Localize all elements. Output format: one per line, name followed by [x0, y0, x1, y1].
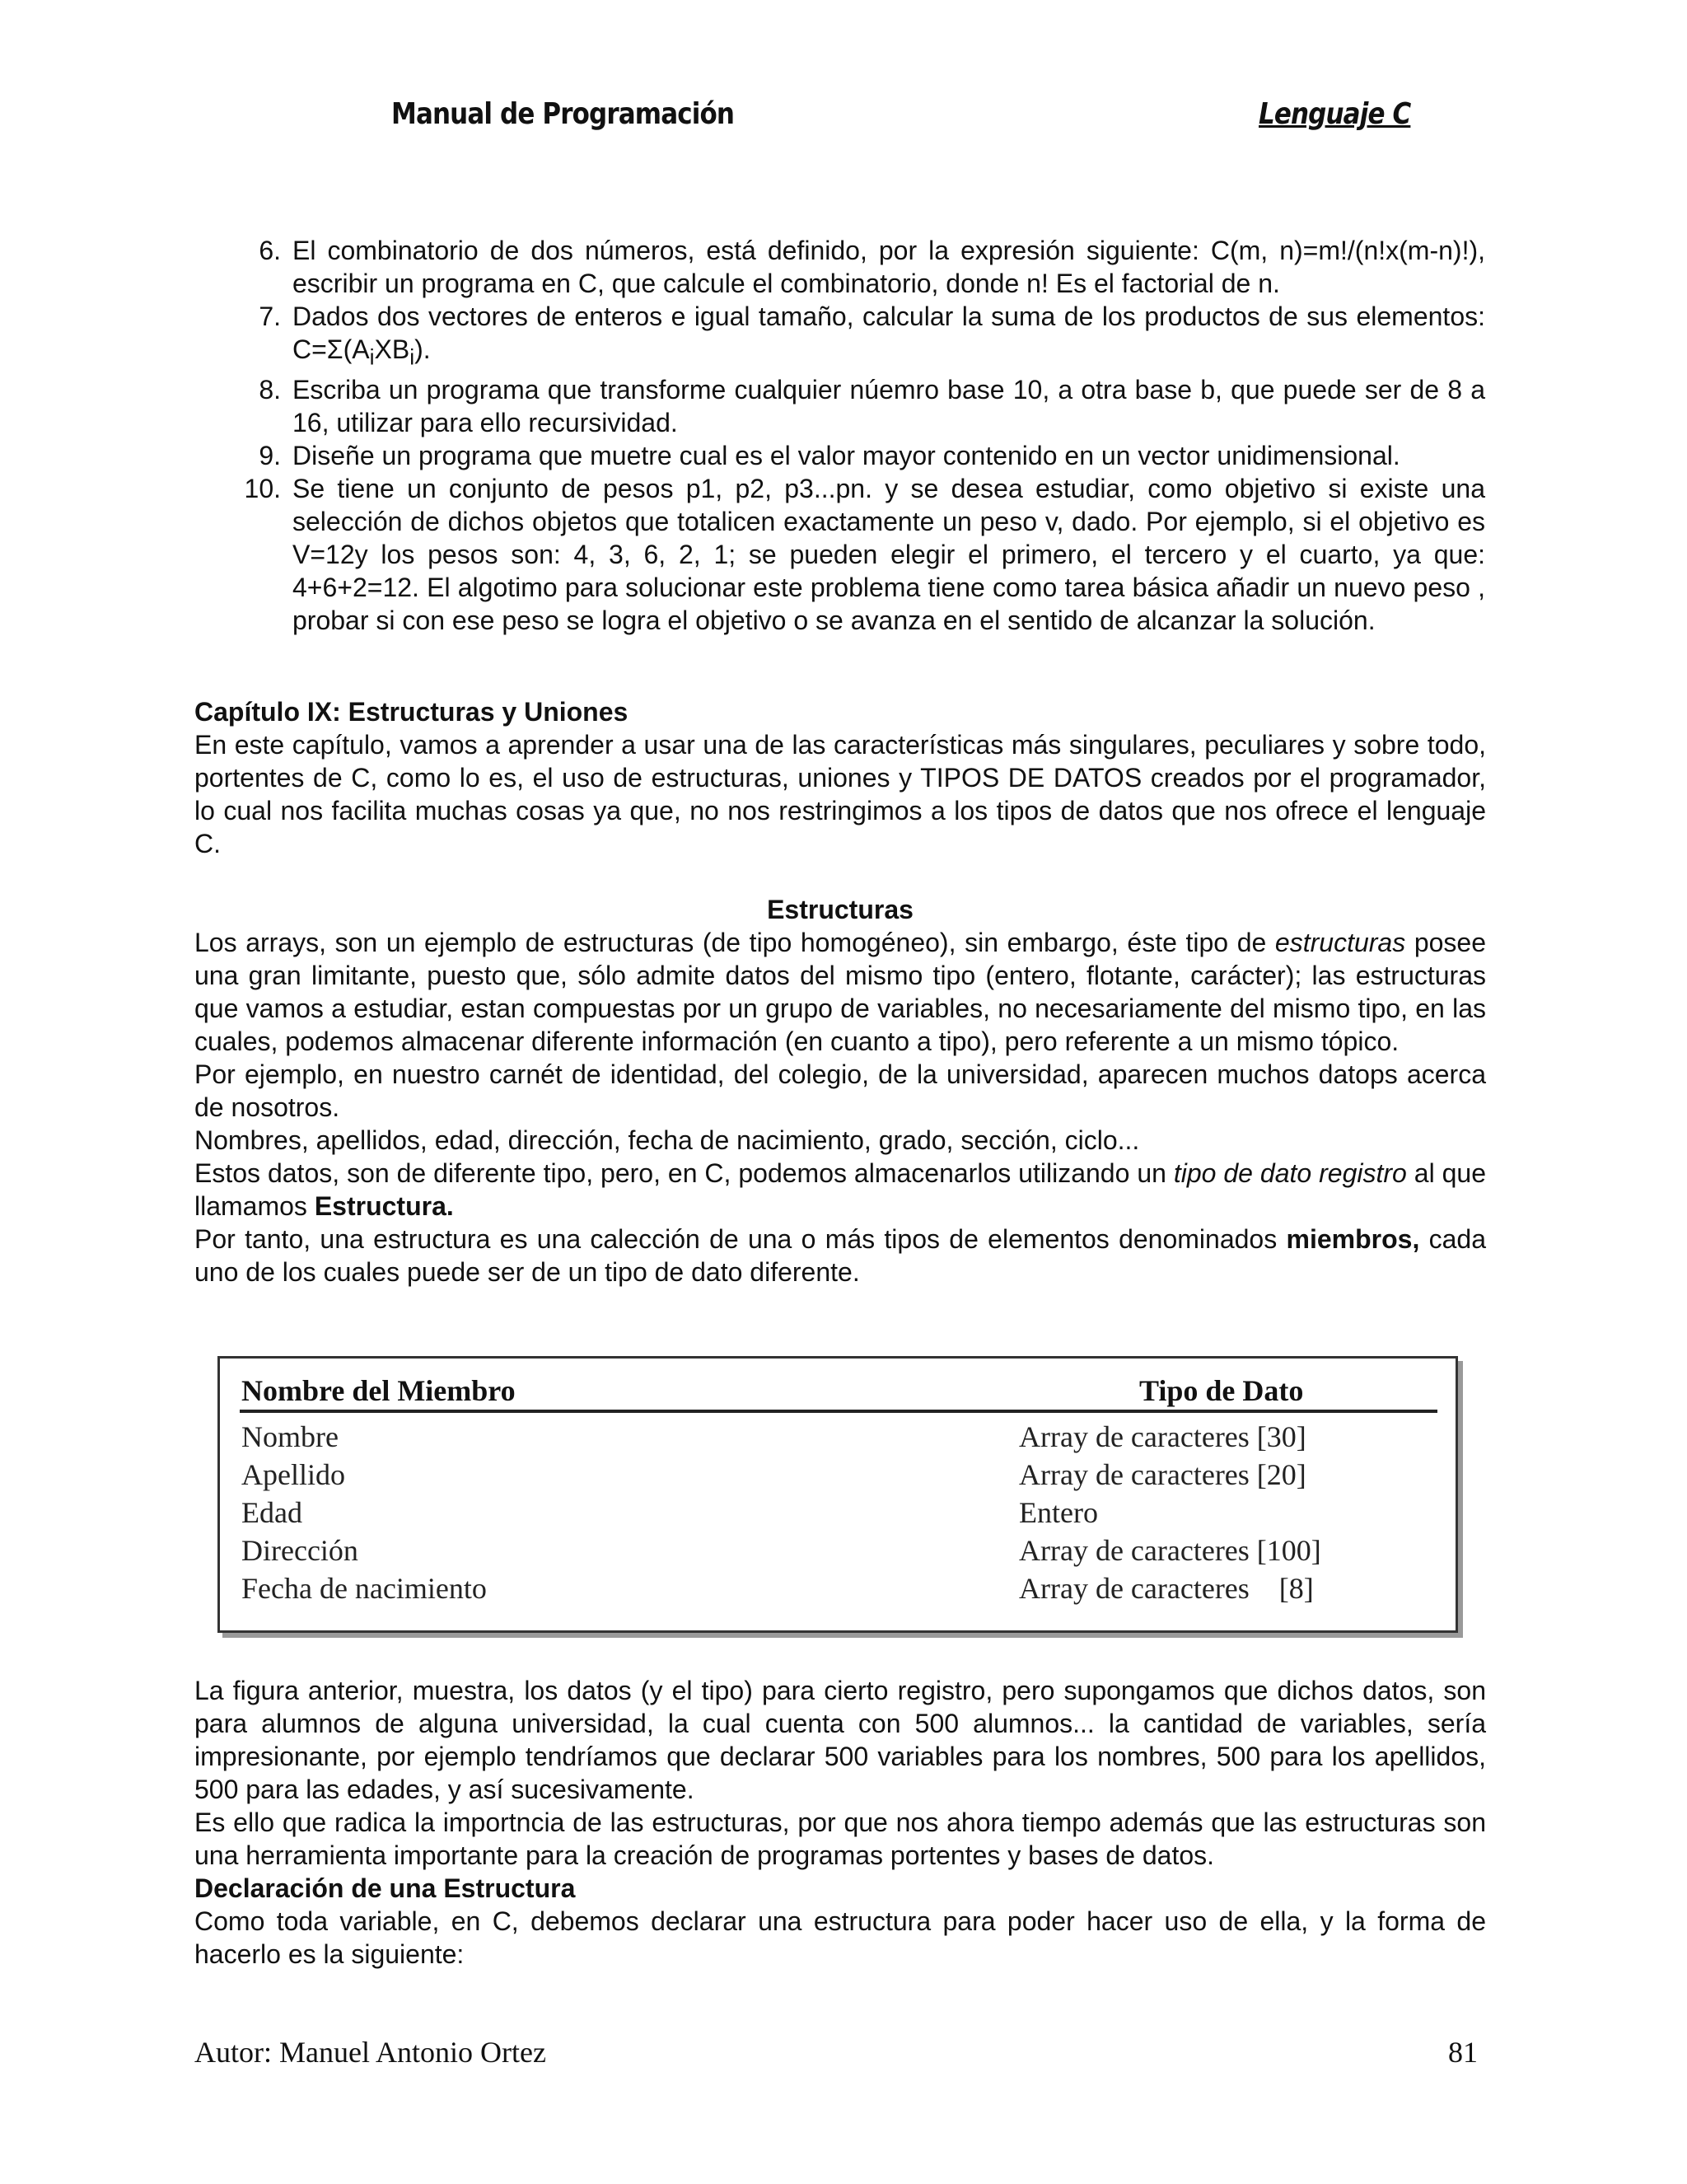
exercise-item: [233, 439, 1485, 472]
figure-header-member: Nombre del Miembro: [241, 1374, 516, 1407]
section-title: Estructuras: [767, 895, 914, 924]
chapter-intro: En este capítulo, vamos a aprender a usar una de las características más singulares, peculiares y sobre todo, portentes de C, como lo es, el uso de estructuras, uniones y TIPOS DE DATOS creados por el programador, lo cual nos facilita muchas cosas ya que, no nos restringimos a los tipos de datos que nos ofrece el lenguaje C.: [194, 730, 1486, 858]
exercise-number: 7.: [259, 302, 281, 331]
member-type: Array de caracteres [8]: [1019, 1572, 1314, 1605]
paragraph: Por ejemplo, en nuestro carnét de identidad, del colegio, de la universidad, aparecen muchos datops acerca de nosotros.: [194, 1059, 1486, 1122]
figure-rows: [241, 1418, 1437, 1607]
exercise-text: Diseñe un programa que muetre cual es el valor mayor contenido en un vector unidimensional.: [292, 441, 1400, 471]
member-name: Fecha de nacimiento: [241, 1572, 487, 1605]
exercise-item: [233, 472, 1485, 637]
figure-header-rule: [240, 1410, 1437, 1413]
exercise-text: Dados dos vectores de enteros e igual tamaño, calcular la suma de los productos de sus elementos: $C=\Sigma(A_iXB_i)$.: [292, 302, 1485, 370]
member-name: Edad: [241, 1496, 302, 1529]
exercise-number: 9.: [259, 441, 281, 471]
paragraph: Los arrays, son un ejemplo de estructuras (de tipo homogéneo), sin embargo, éste tipo de estructuras posee una gran limitante, puesto que, sólo admite datos del mismo tipo (entero, flotante, carácter); las estructuras que vamos a estudiar, estan compuestas por un grupo de variables, no necesariamente del mismo tipo, en las cuales, podemos almacenar diferente información (en cuanto a tipo), pero referente a un mismo tópico.: [194, 928, 1487, 1056]
page-number: 81: [1448, 2036, 1478, 2069]
exercise-text: El combinatorio de dos números, está definido, por la expresión siguiente: C(m, n)=m!/(n!x(m-n)!), escribir un programa en C, que calcule el combinatorio, donde n! Es el factorial de n.: [292, 236, 1485, 298]
struct-members-figure: [217, 1356, 1458, 1633]
member-name: Dirección: [241, 1534, 358, 1567]
member-type: Array de caracteres [30]: [1019, 1420, 1306, 1453]
chapter-title: Capítulo IX: Estructuras y Uniones: [194, 697, 629, 727]
exercise-item: [233, 373, 1485, 439]
member-name: Apellido: [241, 1458, 345, 1491]
member-type: Entero: [1019, 1496, 1098, 1529]
exercise-list: [233, 234, 1485, 637]
header-manual-title: Manual de Programación: [391, 97, 735, 131]
figure-row: [241, 1418, 1437, 1456]
figure-row: [241, 1456, 1437, 1494]
after-figure-block: [194, 1674, 1486, 1971]
estructuras-section: [194, 893, 1486, 1288]
member-type: Array de caracteres [100]: [1019, 1534, 1321, 1567]
exercise-item: [233, 300, 1485, 373]
footer-author: Autor: Manuel Antonio Ortez: [194, 2036, 546, 2069]
paragraph: Nombres, apellidos, edad, dirección, fecha de nacimiento, grado, sección, ciclo...: [194, 1125, 1140, 1155]
declaration-title: Declaración de una Estructura: [194, 1873, 576, 1903]
chapter-block: [194, 695, 1486, 860]
paragraph: La figura anterior, muestra, los datos (y el tipo) para cierto registro, pero supongamos que dichos datos, son para alumnos de alguna universidad, la cual cuenta con 500 alumnos... la cantidad de variables, sería impresionante, por ejemplo tendríamos que declarar 500 variables para los nombres, 500 para los apellidos, 500 para las edades, y así sucesivamente.: [194, 1676, 1486, 1804]
figure-row: [241, 1494, 1437, 1532]
paragraph: Es ello que radica la importncia de las estructuras, por que nos ahora tiempo además que las estructuras son una herramienta importante para la creación de programas portentes y bases de datos.: [194, 1808, 1486, 1870]
figure-row: [241, 1569, 1437, 1607]
paragraph: Como toda variable, en C, debemos declarar una estructura para poder hacer uso de ella, y la forma de hacerlo es la siguiente:: [194, 1906, 1486, 1969]
exercise-number: 10.: [244, 474, 281, 504]
paragraph: Estos datos, son de diferente tipo, pero, en C, podemos almacenarlos utilizando un tipo de dato registro al que llamamos Estructura.: [194, 1158, 1487, 1221]
exercise-number: 6.: [259, 236, 281, 265]
member-name: Nombre: [241, 1420, 339, 1453]
exercise-text: Se tiene un conjunto de pesos p1, p2, p3...pn. y se desea estudiar, como objetivo si existe una selección de dichos objetos que totalicen exactamente un peso v, dado. Por ejemplo, si el objetivo es V=12y los pesos son: 4, 3, 6, 2, 1; se pueden elegir el primero, el tercero y el cuarto, ya que: 4+6+2=12. El algotimo para solucionar este problema tiene como tarea básica añadir un nuevo peso , probar si con ese peso se logra el objetivo o se avanza en el sentido de alcanzar la solución.: [292, 474, 1485, 636]
exercise-item: [233, 234, 1485, 300]
paragraph: Por tanto, una estructura es una calección de una o más tipos de elementos denominados miembros, cada uno de los cuales puede ser de un tipo de dato diferente.: [194, 1224, 1487, 1287]
member-type: Array de caracteres [20]: [1019, 1458, 1306, 1491]
figure-row: [241, 1532, 1437, 1569]
exercise-number: 8.: [259, 375, 281, 405]
header-language-title: Lenguaje C: [1259, 97, 1411, 131]
exercise-text: Escriba un programa que transforme cualquier núemro base 10, a otra base b, que puede ser de 8 a 16, utilizar para ello recursividad.: [292, 375, 1485, 438]
figure-header-type: Tipo de Dato: [1139, 1374, 1304, 1407]
